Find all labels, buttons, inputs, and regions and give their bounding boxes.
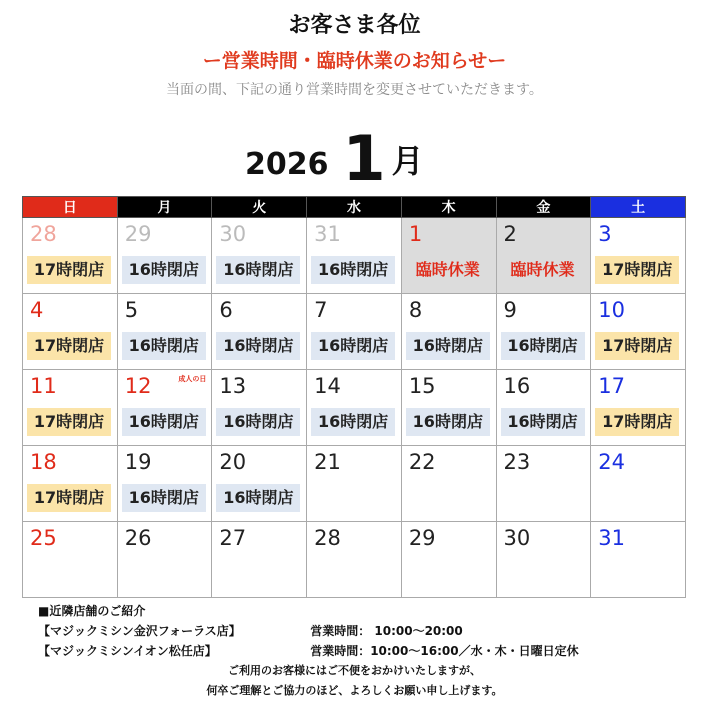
- day-number: 16: [503, 374, 531, 398]
- store-info-heading: ■近隣店舗のご紹介: [38, 604, 146, 618]
- day-cell: [117, 370, 212, 446]
- weekday-thursday: 木: [401, 197, 496, 218]
- store-name: 【マジックミシンイオン松任店】: [38, 644, 217, 658]
- closing-time-tag: 16時閉店: [122, 256, 206, 284]
- store-hours: 営業時間： 10:00〜20:00: [310, 624, 463, 638]
- page-title: お客さま各位: [288, 13, 421, 38]
- closing-time-tag: 16時閉店: [501, 408, 585, 436]
- day-number: 7: [314, 298, 328, 322]
- closing-time-tag: 17時閉店: [27, 332, 111, 360]
- closing-time-tag: 16時閉店: [216, 332, 300, 360]
- closing-time-tag: 16時閉店: [406, 408, 490, 436]
- day-number: 27: [219, 526, 247, 550]
- calendar-week: [23, 294, 686, 370]
- day-cell: [591, 218, 686, 294]
- day-cell: [212, 522, 307, 598]
- day-cell: [23, 294, 118, 370]
- day-cell: [212, 446, 307, 522]
- day-number: 28: [314, 526, 341, 550]
- closing-message-line-2: 何卒ご理解とご協力のほど、よろしくお願い申し上げます。: [206, 684, 503, 697]
- closing-message-line-1: ご利用のお客様にはご不便をおかけいたしますが、: [228, 664, 481, 677]
- day-number: 19: [124, 450, 152, 474]
- day-number: 29: [408, 526, 436, 550]
- day-cell: [117, 446, 212, 522]
- day-cell: [212, 218, 307, 294]
- day-number: 9: [503, 298, 517, 322]
- day-cell: [117, 218, 212, 294]
- day-cell: [496, 446, 591, 522]
- weekday-saturday: 土: [591, 197, 686, 218]
- weekday-wednesday: 水: [307, 197, 402, 218]
- day-number: 31: [314, 222, 341, 246]
- day-number: 22: [408, 450, 436, 474]
- closing-time-tag: 17時閉店: [595, 256, 679, 284]
- closing-time-tag: 16時閉店: [406, 332, 490, 360]
- day-cell: [212, 294, 307, 370]
- day-cell: [307, 522, 402, 598]
- day-cell: [117, 294, 212, 370]
- closing-time-tag: 16時閉店: [216, 408, 300, 436]
- day-number: 11: [30, 374, 57, 398]
- day-cell: [401, 446, 496, 522]
- day-number: 14: [314, 374, 341, 398]
- day-cell: [23, 370, 118, 446]
- weekday-sunday: 日: [23, 197, 118, 218]
- day-number: 12: [124, 374, 152, 398]
- day-number: 24: [598, 450, 625, 474]
- day-number: 8: [408, 298, 423, 322]
- day-cell: [23, 446, 118, 522]
- day-number: 23: [503, 450, 531, 474]
- day-number: 13: [219, 374, 247, 398]
- day-cell: [401, 370, 496, 446]
- day-cell: [117, 522, 212, 598]
- page-subtitle: ー営業時間・臨時休業のお知らせー: [202, 50, 507, 72]
- store-row: [38, 641, 579, 661]
- day-cell: [496, 522, 591, 598]
- day-cell: [591, 294, 686, 370]
- day-cell: [307, 370, 402, 446]
- day-number: 6: [219, 298, 233, 322]
- day-cell: [591, 370, 686, 446]
- closing-time-tag: 17時閉店: [595, 408, 679, 436]
- calendar-week: [23, 370, 686, 446]
- notice-text: 当面の間、下記の通り営業時間を変更させていただきます。: [166, 82, 543, 98]
- day-number: 3: [598, 222, 612, 246]
- closing-time-tag: 17時閉店: [27, 408, 111, 436]
- store-name: 【マジックミシン金沢フォーラス店】: [38, 624, 241, 638]
- day-cell: [401, 522, 496, 598]
- calendar-week: [23, 446, 686, 522]
- year-label: 2026: [245, 147, 329, 182]
- day-cell: [401, 294, 496, 370]
- day-number: 26: [124, 526, 152, 550]
- day-number: 30: [503, 526, 531, 550]
- closing-time-tag: 16時閉店: [122, 408, 206, 436]
- holiday-label: 成人の日: [178, 375, 207, 383]
- day-number: 4: [30, 298, 44, 322]
- day-cell: [307, 218, 402, 294]
- day-cell-closed: [496, 218, 591, 294]
- day-cell: [23, 522, 118, 598]
- month-number: 1: [342, 122, 386, 195]
- calendar-week: [23, 218, 686, 294]
- closing-time-tag: 16時閉店: [122, 484, 206, 512]
- day-cell-closed: [401, 218, 496, 294]
- day-number: 17: [598, 374, 625, 398]
- day-cell: [591, 446, 686, 522]
- closed-tag: 臨時休業: [510, 260, 575, 279]
- day-number: 28: [30, 222, 57, 246]
- day-number: 20: [219, 450, 247, 474]
- closing-time-tag: 17時閉店: [27, 256, 111, 284]
- store-row: [38, 621, 579, 641]
- weekday-monday: 月: [117, 197, 212, 218]
- closing-time-tag: 16時閉店: [216, 256, 300, 284]
- day-number: 5: [124, 298, 139, 322]
- closing-time-tag: 16時閉店: [311, 256, 395, 284]
- day-number: 10: [598, 298, 625, 322]
- day-number: 21: [314, 450, 341, 474]
- day-number: 18: [30, 450, 57, 474]
- day-number: 29: [124, 222, 152, 246]
- day-cell: [307, 294, 402, 370]
- day-cell: [212, 370, 307, 446]
- calendar-grid: [22, 196, 686, 598]
- closing-time-tag: 16時閉店: [311, 408, 395, 436]
- weekday-friday: 金: [496, 197, 591, 218]
- month-suffix: 月: [391, 142, 424, 180]
- day-cell: [496, 294, 591, 370]
- day-number: 25: [30, 526, 57, 550]
- closing-time-tag: 17時閉店: [27, 484, 111, 512]
- weekday-tuesday: 火: [212, 197, 307, 218]
- closing-time-tag: 16時閉店: [122, 332, 206, 360]
- day-number: 30: [219, 222, 247, 246]
- day-cell: [307, 446, 402, 522]
- day-number: 1: [408, 222, 423, 246]
- day-cell: [496, 370, 591, 446]
- weekday-header-row: [23, 197, 686, 218]
- closing-time-tag: 16時閉店: [311, 332, 395, 360]
- store-hours: 営業時間：10:00〜16:00／水・木・日曜日定休: [310, 644, 579, 658]
- closing-time-tag: 16時閉店: [501, 332, 585, 360]
- day-cell: [23, 218, 118, 294]
- day-cell: [591, 522, 686, 598]
- day-number: 15: [408, 374, 436, 398]
- closed-tag: 臨時休業: [415, 260, 480, 279]
- month-heading: [245, 110, 424, 195]
- store-info: [38, 601, 579, 661]
- closing-time-tag: 17時閉店: [595, 332, 679, 360]
- day-number: 31: [598, 526, 625, 550]
- day-number: 2: [503, 222, 517, 246]
- closing-time-tag: 16時閉店: [216, 484, 300, 512]
- calendar-week: [23, 522, 686, 598]
